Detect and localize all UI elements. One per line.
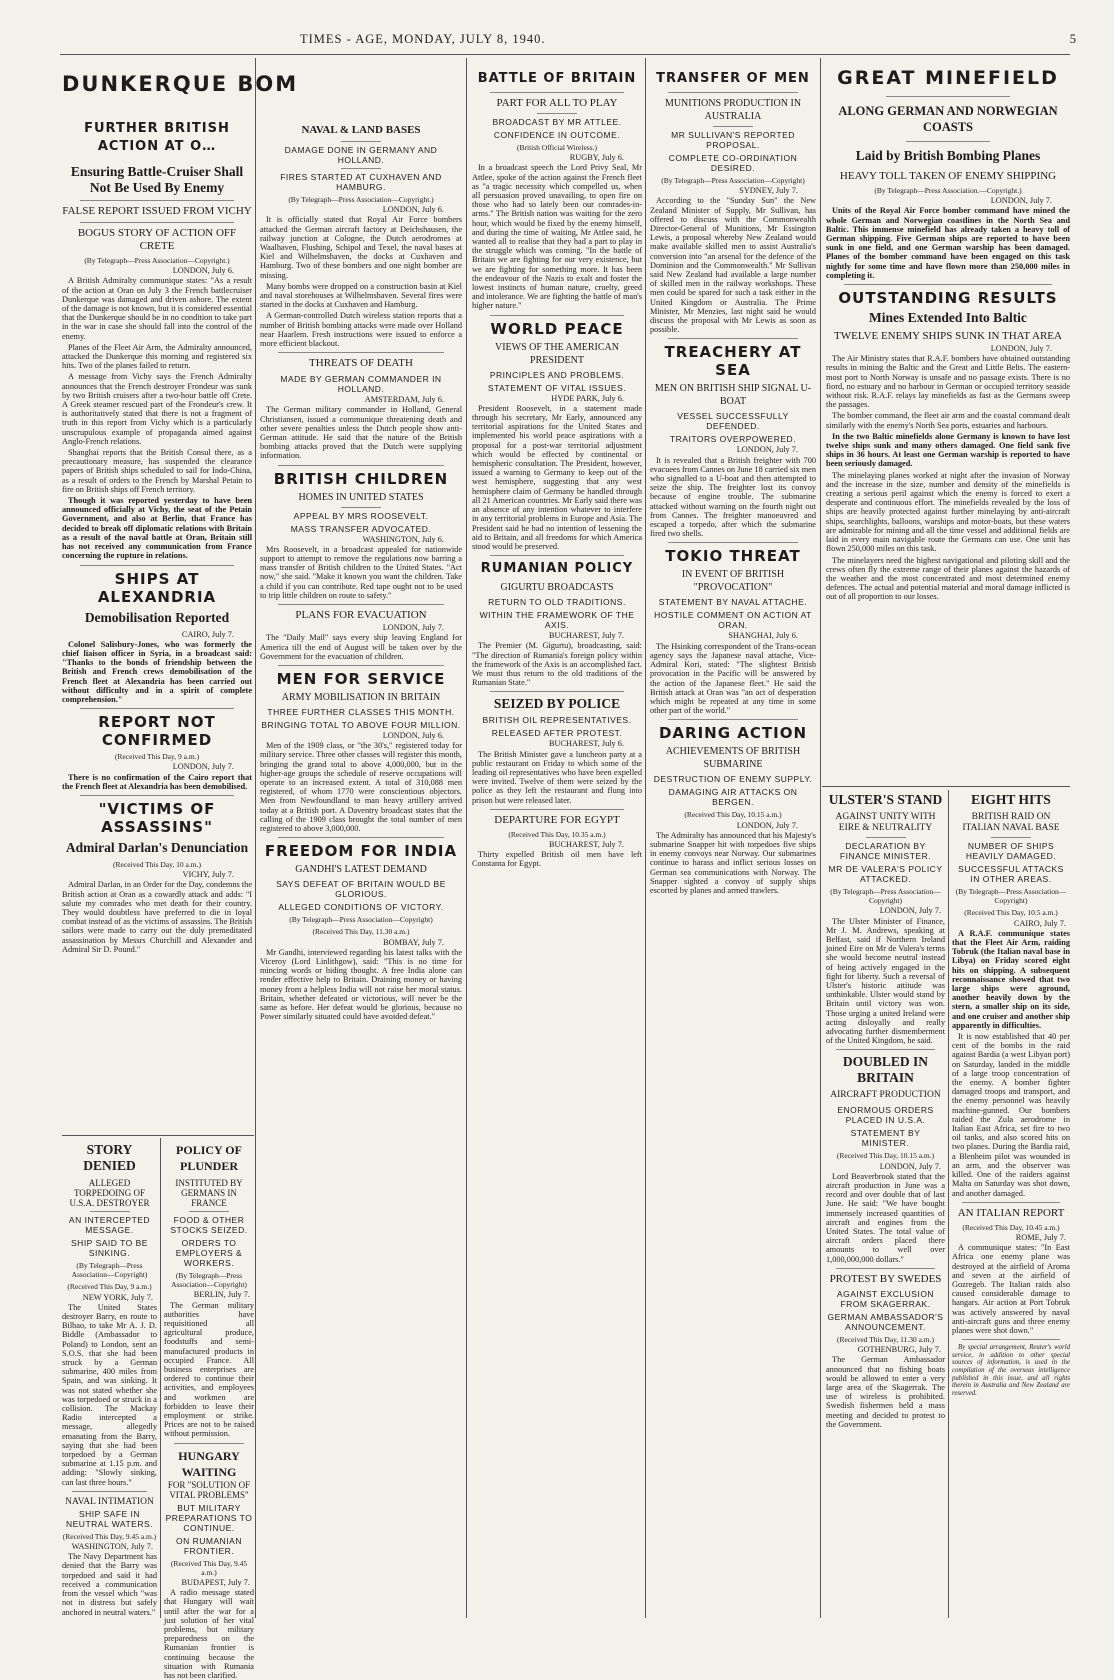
dateline-place: LONDON, July 7. (172, 762, 234, 772)
service-subhead: BRINGING TOTAL TO ABOVE FOUR MILLION. (261, 719, 461, 730)
received-line: (Received This Day, 10.5 a.m.) (964, 908, 1058, 918)
india-subhead: ALLEGED CONDITIONS OF VICTORY. (278, 902, 444, 913)
article-paragraph: The Ulster Minister of Finance, Mr J. M. Andrews, speaking at Belfast, said if Northern Ireland joined Eire on Mr de Valera's terms she would become neutral instead of being actively engaged in the fight for liberty. Such a reversal of Ulster's historic attitude was unthinkable. Ulster would stand by Britain until victory was won. Those urging a united Ireland were acting disloyally and really advocating further dismemberment of the United Kingdom, he said. (826, 916, 945, 1046)
article-paragraph: It is now established that 40 per cent of the bombs in the raid against Bardia (a west Libyan port) on Saturday, landed in the middle of a large troop concentration of the enemy. A bomber fighter damaged troops and transport, and the enemy personnel was heavily machine-gunned. Our bombers raided the Zula aerodrome in Italian East Africa, set fire to two oil tanks, and also scored hits on two planes. During the Bardia raid, a Blenheim pilot was wounded in an arm, and the observer was killed. One of the raiders against Malta on Saturday was shot down, and another damaged. (952, 1032, 1070, 1198)
divider (836, 1049, 935, 1050)
column-5 (826, 66, 1070, 784)
received-line: (Received This Day, 10 a.m.) (113, 859, 201, 869)
service-subhead: THREE FURTHER CLASSES THIS MONTH. (267, 706, 455, 717)
story-denied-subhead: ALLEGED TORPEDOING OF U.S.A. DESTROYER (69, 1178, 150, 1208)
article-paragraph: The "Daily Mail" says every ship leaving England for America till the end of August will be taken over by the Government for the evacuation of children. (260, 633, 462, 661)
dateline-place: LONDON, July 7. (990, 196, 1052, 206)
received-line: (Received This Day, 10.15 a.m.) (836, 1151, 935, 1161)
tokio-subhead: STATEMENT BY NAVAL ATTACHE. (658, 597, 808, 608)
dateline-place: HYDE PARK, July 6. (551, 393, 624, 403)
italian-report-headline: AN ITALIAN REPORT (957, 1206, 1065, 1219)
ulster-subhead: DECLARATION BY FINANCE MINISTER. (839, 841, 932, 861)
divider (278, 837, 444, 838)
victims-subhead: Admiral Darlan's Denunciation (65, 839, 249, 855)
column-rule (255, 58, 256, 1618)
dateline: TIMES - AGE, MONDAY, JULY 8, 1940. (300, 32, 546, 46)
dateline-place: BUCHAREST, July 7. (549, 839, 624, 849)
article-paragraph-bold: A R.A.F. communique states that the Fleet Air Arm, raiding Tobruk (the Italian naval base in Libya) on Friday scored eight hits on shipping. A subsequent reconnaissance showed that two large ships were aground, another heavily down by the stern, a smaller ship on its side, and one cruiser and another ship apparently in difficulties. (952, 928, 1070, 1030)
dateline-place: SYDNEY, July 7. (739, 186, 798, 196)
service-headline: MEN FOR SERVICE (276, 669, 446, 688)
dateline-place: BUCHAREST, July 7. (549, 631, 624, 641)
divider (278, 604, 444, 605)
divider (668, 92, 798, 93)
dunkerque-subhead-1: FURTHER BRITISH ACTION AT O… (84, 121, 230, 154)
india-headline: FREEDOM FOR INDIA (264, 842, 458, 861)
dateline-place: NEW YORK, July 7. (82, 1292, 153, 1302)
story-denied-subhead: SHIP SAID TO BE SINKING. (71, 1238, 148, 1258)
column-3 (472, 70, 642, 1617)
daring-headline: DARING ACTION (658, 724, 807, 743)
doubled-subhead: ENORMOUS ORDERS PLACED IN U.S.A. (837, 1105, 934, 1126)
seized-headline: SEIZED BY POLICE (493, 696, 621, 712)
divider (189, 1211, 229, 1212)
masthead (0, 30, 1114, 52)
daring-subhead: DESTRUCTION OF ENEMY SUPPLY. (653, 774, 813, 785)
divider (490, 315, 624, 316)
dateline-place: LONDON, July 6. (172, 266, 234, 276)
swedes-subhead: GERMAN AMBASSADOR'S ANNOUNCEMENT. (827, 1311, 944, 1332)
rumanian-subhead: GIGURTU BROADCASTS (500, 582, 614, 594)
divider (906, 141, 990, 142)
divider (80, 200, 234, 201)
dateline-place: LONDON, July 7. (879, 1161, 941, 1171)
rumanian-subhead: WITHIN THE FRAMEWORK OF THE AXIS. (479, 610, 635, 631)
dateline-place: AMSTERDAM, July 6. (364, 395, 444, 405)
article-paragraph: In a broadcast speech the Lord Privy Seal, Mr Attlee, spoke of the action against the French fleet as "a tragic necessity which compelled us, when all persuasion proved unavailing, to open fire on those who had so lately been our comrades-in-arms." The British nation was waiting for the zero hour, which would be fixed by the enemy himself, and during the time of waiting, Mr Attlee said, he wanted all to realise that they had a part to play in the struggle which was coming. "In the battle of Britain we are fighting for our very existence, but we are fighting for something more. It has been the endeavour of the Nazis to exalt and foster the lowest instincts of human nature, cruelty, greed and intolerance. We are fighting the battle of man's higher nature." (472, 163, 642, 311)
divider (490, 92, 624, 93)
rumanian-subhead: RETURN TO OLD TRADITIONS. (488, 597, 626, 608)
divider (90, 1211, 130, 1212)
article-paragraph: Colonel Salisbury-Jones, who was formerly the chief liaison officer in Syria, in a broadcast said: "Thanks to the bonds of friendship between the British and French crews demobilisation of the French fleet at Alexandria has been carried out without difficulty and in a spirit of complete comprehension." (62, 639, 252, 704)
article-paragraph-bold: In the two Baltic minefields alone Germany is known to have lost twelve ships sunk and many others damaged. One field sank five ships in 36 hours. At least one German warship is reported to have been seriously damaged. (826, 431, 1070, 469)
seized-subhead: BRITISH OIL REPRESENTATIVES. (482, 715, 632, 726)
doubled-headline: DOUBLED IN BRITAIN (842, 1054, 929, 1086)
received-line: (Received This Day, 10.35 a.m.) (508, 829, 606, 839)
column-rule (466, 58, 467, 1618)
divider (80, 565, 234, 566)
results-headline: OUTSTANDING RESULTS (838, 289, 1058, 308)
transfer-headline: TRANSFER OF MEN (656, 71, 810, 86)
alexandria-headline: SHIPS AT ALEXANDRIA (97, 569, 217, 606)
credit-line: (By Telegraph—Press Association—Copyright.) (84, 256, 230, 265)
received-line: (Received This Day, 10.15 a.m.) (684, 810, 782, 820)
dunkerque-headline: DUNKERQUE BOM (62, 72, 299, 96)
naval-intimation-headline: NAVAL INTIMATION (65, 1496, 154, 1507)
doubled-subhead: STATEMENT BY MINISTER. (850, 1128, 921, 1149)
dateline-place: WASHINGTON, July 6. (362, 534, 444, 544)
column-rule (948, 790, 949, 1618)
column-rule (160, 1138, 161, 1618)
plunder-headline: POLICY OF PLUNDER (176, 1143, 242, 1173)
article-paragraph: There is no confirmation of the Cairo report that the French fleet at Alexandria has been demobilised. (62, 772, 252, 791)
dateline-place: LONDON, July 6. (382, 730, 444, 740)
article-paragraph: Thirty expelled British oil men have left Constanta for Egypt. (472, 850, 642, 869)
hungary-subhead: ON RUMANIAN FRONTIER. (176, 1535, 242, 1556)
divider (886, 96, 1010, 97)
divider (991, 837, 1031, 838)
daring-subhead: ACHIEVEMENTS OF BRITISH SUBMARINE (665, 746, 801, 771)
children-headline: BRITISH CHILDREN (273, 469, 449, 488)
dateline-place: CAIRO, July 7. (181, 629, 234, 639)
dateline-place: GOTHENBURG, July 7. (857, 1345, 941, 1355)
dateline-place: LONDON, July 7. (382, 623, 444, 633)
divider (80, 795, 234, 796)
section-rule (62, 1135, 254, 1136)
divider (866, 837, 906, 838)
battle-headline: BATTLE OF BRITAIN (477, 71, 637, 86)
story-denied-headline: STORY DENIED (83, 1142, 136, 1173)
eight-hits-subhead: NUMBER OF SHIPS HEAVILY DAMAGED. (965, 841, 1057, 861)
eight-hits-headline: EIGHT HITS (971, 792, 1051, 807)
credit-line: (By Telegraph—Press Association—Copyright.) (288, 195, 434, 204)
received-line: (Received This Day, 9 a.m.) (114, 752, 200, 762)
article-paragraph: The United States destroyer Barry, en route to Bilbao, to take Mr A. J. D. Biddle (Ambassador to Poland) to London, sent an S.O.S. that she had been struck by a German submarine, 400 miles from Spain, and was sinking. It was not stated whether she was torpedoed or struck in a collision. The Mackay Radio intercepted a message, allegedly emanating from the Barry, saying that she had been torpedoed by a German submarine at 1.15 p.m. and adding: "Slowly sinking, can last three hours." (62, 1302, 157, 1487)
dateline-place: BERLIN, July 7. (193, 1290, 250, 1300)
ulster-subhead: MR DE VALERA'S POLICY ATTACKED. (828, 864, 943, 884)
article-paragraph: Many bombs were dropped on a construction basin at Kiel and naval storehouses at Wilhelmshaven. Several fires were started in the docks at Cuxhaven and Hamburg. (260, 281, 462, 310)
rumanian-headline: RUMANIAN POLICY (480, 561, 634, 577)
dateline-place: BUCHAREST, July 6. (549, 739, 624, 749)
divider (72, 1491, 147, 1492)
naval-intimation-subhead: SHIP SAFE IN NEUTRAL WATERS. (66, 1508, 153, 1529)
divider (174, 1443, 244, 1444)
credit-line: (By Telegraph—Press Association.—Copyright.) (874, 186, 1022, 195)
treachery-subhead: VESSEL SUCCESSFULLY DEFENDED. (677, 411, 789, 432)
divider (668, 542, 798, 543)
story-denied-article (62, 1142, 157, 1617)
article-paragraph: It is officially stated that Royal Air Force bombers attacked the German aircraft factory at Deichshausen, the railway junction at Cologne, the Dutch aerodromes at Waalhaven, Flushing, Schipol and Texel, the naval bases at Kiel and Wilhelmshaven, the docks at Cuxhaven and Hamburg. Two of these bombers and one night bomber are missing. (260, 215, 462, 280)
divider (962, 1339, 1060, 1340)
doubled-subhead: AIRCRAFT PRODUCTION (830, 1090, 941, 1101)
dunkerque-article (62, 120, 252, 1130)
ulster-headline: ULSTER'S STAND (828, 792, 943, 807)
dateline-place: RUGBY, July 6. (569, 153, 624, 163)
plunder-subhead: ORDERS TO EMPLOYERS & WORKERS. (175, 1238, 243, 1268)
divider (490, 809, 624, 810)
dateline-place: LONDON, July 7. (990, 344, 1052, 354)
tokio-subhead: IN EVENT OF BRITISH "PROVOCATION" (681, 569, 785, 594)
article-paragraph: The British Minister gave a luncheon party at a public restaurant on Friday to which some of the leading oil representatives who have been expelled were invited. Twelve of them were seized by the police as they left the restaurant and flung into prison but were released later. (472, 749, 642, 805)
eight-hits-subhead: BRITISH RAID ON ITALIAN NAVAL BASE (962, 812, 1060, 833)
divider (537, 113, 577, 114)
transfer-subhead: MUNITIONS PRODUCTION IN AUSTRALIA (664, 98, 802, 122)
eight-hits-column (952, 792, 1070, 1617)
article-paragraph: Planes of the Fleet Air Arm, the Admiralty announced, attacked the Dunkerque this morning and registered six hits. Two of the planes failed to return. (62, 342, 252, 371)
minefield-headline: GREAT MINEFIELD (837, 67, 1059, 89)
eight-hits-subhead: SUCCESSFUL ATTACKS IN OTHER AREAS. (958, 864, 1064, 884)
dateline-place: LONDON, July 7. (736, 445, 798, 455)
article-paragraph: Mr Gandhi, interviewed regarding his latest talks with the Viceroy (Lord Linlithgow), said: "This is no time for mincing words or hiding thought. A free India alone can render effective help to Britain. Draining money or having money from a helpless India will not raise her moral status. Britain, whether defeated or victorious, will never be the same as before. Her defeat would be glorious, because no Power similarly situated could have avoided defeat." (260, 947, 462, 1022)
children-subhead: MASS TRANSFER ADVOCATED. (290, 523, 432, 534)
received-line: (Received This Day, 9.45 a.m.) (62, 1531, 157, 1541)
article-paragraph: The Admiralty has announced that his Majesty's submarine Snapper hit with torpedoes five ships in enemy convoys near Norway. Our submarines continue to harass and inflict serious losses on German sea communications with Norway. The Snapper sighted a convoy of supply ships escorted by planes and armed trawlers. (650, 830, 816, 895)
results-subhead: TWELVE ENEMY SHIPS SUNK IN THAT AREA (834, 330, 1062, 343)
hungary-subhead: BUT MILITARY PREPARATIONS TO CONTINUE. (165, 1502, 253, 1533)
credit-line: (By Telegraph—Press Association—Copyright) (71, 1261, 148, 1280)
received-line: (Received This Day, 11.30 a.m.) (837, 1334, 934, 1344)
dateline-place: BOMBAY, July 7. (383, 937, 444, 947)
service-subhead: ARMY MOBILISATION IN BRITAIN (281, 691, 441, 703)
article-paragraph: President Roosevelt, in a statement made through his secretary, Mr Early, announced any territorial aspirations for the United States and implemented his world peace aspirations with a proposal for a post-war territorial adjustment which would be effected by continental or hemispheric consultation. The President, however, issued a warning to Germany to keep out of the west hemisphere, suggesting that any west hemisphere claim of Germany be handled through all 21 American countries. Mr Early said there was an absence of any intention whatever to interfere in any territorial problems in Europe and Asia. The President said he had no intention of lessening the aid to Britain, and all freedoms for which America stood would be preserved. (472, 403, 642, 551)
divider (962, 1202, 1060, 1203)
dateline-place: LONDON, July 6. (382, 205, 444, 215)
india-subhead: GANDHI'S LATEST DEMAND (295, 864, 427, 876)
divider (341, 168, 381, 169)
plunder-article (164, 1142, 254, 1680)
divider (80, 708, 234, 709)
article-paragraph: A communique states: "In East Africa one enemy plane was destroyed at the airfield of Aroma and seven at the airfield of Gozregeb. The Italian raids also caused considerable damage to hangars. Air action at Port Tobruk was actively answered by naval anti-aircraft guns and three enemy planes were shot down." (952, 1243, 1070, 1335)
column-rule (645, 58, 646, 1618)
divider (668, 338, 798, 339)
article-paragraph: A radio message stated that Hungary will wait until after the war for a just solution of her vital problems, but military preparedness on the Rumanian frontier is continuing because the situation with Rumania has not been clarified. (164, 1588, 254, 1680)
reuter-footnote: By special arrangement, Reuter's world service, in addition to other special sources of information, is used in the compilation of the overseas intelligence published in this issue, and all rights therein in Australia and New Zealand are reserved. (952, 1344, 1070, 1397)
dateline-place: LONDON, July 7. (879, 906, 941, 916)
article-paragraph: Men of the 1909 class, or "the 30's," registered today for military service. Three other classes will register this month, bringing the grand total to above 4,000,000, but in the higher-age groups the schedule of reserve occupations will operate to an increased extent. A total of 310,088 men registered, of whom 1770 were conscientious objectors. Men from Newfoundland to man heavy artillery arrived today at a British port. A Daventry broadcast states that the calling of the 1909 class brought the total number of men registered to above 3,000,000. (260, 741, 462, 833)
swedes-headline: PROTEST BY SWEDES (829, 1272, 942, 1285)
tokio-headline: TOKIO THREAT (665, 547, 801, 566)
credit-line: (By Telegraph—Press Association—Copyright) (661, 176, 805, 185)
dateline-place: VICHY, July 7. (182, 870, 234, 880)
article-paragraph-bold: Units of the Royal Air Force bomber command have mined the whole German and Norwegian coastlines in the North Sea and Baltic. This immense minefield has already taken a heavy toll of German shipping. Five German ships are reported to have been sunk in one field, and one German warship has been damaged. Planes of the bomber command have been engaged on this task nightly for some time and have flown more than 250,000 miles in completing it. (826, 206, 1070, 280)
minefield-subhead: HEAVY TOLL TAKEN OF ENEMY SHIPPING (839, 170, 1057, 182)
story-denied-subhead: AN INTERCEPTED MESSAGE. (68, 1215, 151, 1235)
dunkerque-subhead-4: BOGUS STORY OF ACTION OFF CRETE (77, 227, 237, 252)
dateline-place: CAIRO, July 7. (1013, 918, 1066, 928)
divider (80, 222, 234, 223)
article-paragraph: The Air Ministry states that R.A.F. bombers have obtained outstanding results in mining the Baltic and the Great and Little Belts. The eastern-most port to North Norway is unsafe and no passage exists. There is no fiord, no estuary and no harbour in German or occupied territory seaside without risk. R.A.F. relays lay minefields as fast as the Germans sweep the passages. (826, 354, 1070, 410)
hungary-headline: HUNGARY WAITING (178, 1448, 240, 1479)
minefield-subhead: ALONG GERMAN AND NORWEGIAN COASTS (838, 104, 1058, 134)
column-4 (650, 70, 816, 1617)
article-paragraph: Lord Beaverbrook stated that the aircraft production in June was a record and over double that of last June. He said: "We have bought immensely increased quantities of aircraft and engines from the United States. The total value of aircraft orders placed there amounts to well over 1,000,000,000 dollars." (826, 1171, 945, 1264)
children-subhead: APPEAL BY MRS ROOSEVELT. (293, 510, 429, 521)
dateline-place: ROME, July 7. (1015, 1232, 1066, 1242)
transfer-subhead: COMPLETE CO-ORDINATION DESIRED. (668, 153, 798, 173)
article-paragraph: The Premier (M. Gigurtu), broadcasting, said: "The direction of Rumania's foreign policy within the framework of the Axis is an accomplished fact. We must thus return to the old traditions of the Rumanian State." (472, 641, 642, 688)
ulster-column (826, 792, 945, 1617)
dunkerque-subhead-3: FALSE REPORT ISSUED FROM VICHY (62, 205, 252, 217)
world-peace-subhead: VIEWS OF THE AMERICAN PRESIDENT (495, 341, 619, 366)
world-peace-subhead: STATEMENT OF VITAL ISSUES. (487, 382, 627, 393)
article-paragraph: Shanghai reports that the British Consul there, as a precautionary measure, has suspended the clearance papers of British ships scheduled to sail for Indo-China, as a result of orders to the French by Marshal Petain to fire on British ships off French territory. (62, 448, 252, 494)
divider (341, 507, 381, 508)
plunder-subhead: FOOD & OTHER STOCKS SEIZED. (170, 1215, 248, 1235)
page-number: 5 (1069, 32, 1076, 46)
received-line: (Received This Day, 11.30 a.m.) (312, 927, 410, 937)
bases-headline: NAVAL & LAND BASES (301, 124, 421, 136)
dateline-place: SHANGHAI, July 6. (728, 631, 798, 641)
article-paragraph: The German military commander in Holland, General Christiansen, issued a communique threatening death and other severe penalties unless the Dutch people show anti-German attitude. He said that the nature of the British bombing attacks proved that the Dutch were supplying information. (260, 405, 462, 461)
article-paragraph: A British Admiralty communique states: "As a result of the action at Oran on July 3 the French battlecruiser Dunkerque was damaged and driven ashore. The extent of the damage is not known, but it is considered essential that the Dunkerque should be in no condition to take part in the war in case she should fall into the control of the enemy. (62, 276, 252, 341)
dateline-place: BUDAPEST, July 7. (181, 1578, 250, 1588)
dateline-place: LONDON, July 7. (736, 820, 798, 830)
credit-line: (By Telegraph—Press Association—Copyright) (955, 887, 1067, 906)
alexandria-subhead: Demobilisation Reported (84, 609, 230, 625)
received-line: (Received This Day, 9.45 a.m.) (170, 1558, 248, 1577)
divider (278, 465, 444, 466)
section-rule (822, 786, 1070, 787)
results-subhead: Mines Extended Into Baltic (869, 310, 1027, 326)
tokio-subhead: HOSTILE COMMENT ON ACTION AT ORAN. (654, 610, 812, 631)
victims-headline: "VICTIMS OF ASSASSINS" (98, 799, 216, 836)
credit-line: (By Telegraph—Press Association—Copyright) (830, 887, 941, 906)
transfer-subhead: MR SULLIVAN'S REPORTED PROPOSAL. (671, 130, 795, 150)
credit-line: (By Telegraph—Press Association—Copyright) (171, 1271, 247, 1290)
received-line: (Received This Day, 9 a.m.) (67, 1282, 152, 1292)
world-peace-headline: WORLD PEACE (490, 319, 624, 338)
children-subhead: HOMES IN UNITED STATES (298, 491, 424, 503)
minefield-subhead: Laid by British Bombing Planes (855, 148, 1041, 163)
bases-subhead: FIRES STARTED AT CUXHAVEN AND HAMBURG. (280, 172, 442, 192)
treachery-headline: TREACHERY AT SEA (664, 343, 802, 380)
article-paragraph: The Navy Department has denied that the Barry was torpedoed and said it had received a communication from the vessel which "was not in distress but safely anchored in neutral waters." (62, 1552, 157, 1617)
divider (278, 352, 444, 353)
received-line: (Received This Day, 10.45 a.m.) (962, 1222, 1060, 1232)
treachery-subhead: MEN ON BRITISH SHIP SIGNAL U-BOAT (654, 383, 812, 408)
column-2 (260, 122, 462, 1617)
report-headline: REPORT NOT CONFIRMED (98, 713, 216, 750)
divider (278, 665, 444, 666)
treachery-subhead: TRAITORS OVERPOWERED. (669, 434, 797, 445)
article-paragraph: According to the "Sunday Sun" the New Zealand Minister of Supply, Mr Sullivan, has offered to discuss with the Commonwealth Director-General of Munitions, Mr Essington Lewis, a proposal whereby New Zealand would make available skilled men to assist Australia's conversion into "an arsenal for the defence of the Dominion and the Commonwealth." Mr Sullivan said New Zealand had available a large number of skilled men in the railway workshops. These men could be spared for such a task either in the United Kingdom or Australia. The Prime Minister, Mr Menzies, last night said he would discuss the proposal with Mr Lewis as soon as possible. (650, 196, 816, 335)
column-rule (820, 58, 821, 1618)
article-paragraph: The German military authorities have requisitioned all agricultural produce, foodstuffs and semi-manufactured products in occupied France. All business enterprises are ordered to continue their activities, and employees and workmen are forbidden to leave their employment or strike. Prices are not to be raised without permission. (164, 1300, 254, 1439)
article-paragraph: A German-controlled Dutch wireless station reports that a number of British bombing attacks were made over Holland near Haarlem. Fresh instructions were issued to enforce a more efficient blackout. (260, 311, 462, 349)
article-paragraph: A message from Vichy says the French Admiralty announces that the French destroyer Frondeur was sunk by two British cruisers after a two-hour battle off Crete. A Greek steamer rescued part of the Frondeur's crew. It is authoritatively stated that there is not a fragment of truth in this report from Vichy which is a particularly unscrupulous example of propaganda aimed against Anglo-French relations. (62, 372, 252, 446)
article-paragraph: Admiral Darlan, in an Order for the Day, condemns the British action at Oran as a cowardly attack and adds: "I salute my comrades who met death for their country. They would doubtless have preferred to die in loyal combat instead of as the victims of assassins. The British sailors were made to carry out the duly premeditated assassination by Messrs Churchill and Alexander and Admiral Sir D. Pound." (62, 880, 252, 954)
evacuation-headline: PLANS FOR EVACUATION (295, 609, 427, 622)
divider (341, 141, 381, 142)
divider (844, 284, 1052, 285)
battle-subhead: CONFIDENCE IN OUTCOME. (493, 130, 621, 140)
plunder-subhead: INSTITUTED BY GERMANS IN FRANCE (175, 1178, 243, 1208)
divider (713, 126, 753, 127)
article-paragraph: The bomber command, the fleet air arm and the coastal command dealt similarly with the enemy's North Sea ports, estuaries and harbours. (826, 411, 1070, 430)
top-rule (60, 54, 1070, 55)
hungary-subhead: FOR "SOLUTION OF VITAL PROBLEMS" (167, 1479, 251, 1500)
divider (490, 691, 624, 692)
article-paragraph: The minelaying planes worked at night after the invasion of Norway and the increase in the size, number and density of the minefields is creating a serious peril against which the enemy is forced to exert a desperate and continuous effort. The minefields revealed by the loss of ships are heavily protected against further minelaying by anti-aircraft ships, searchlights, balloons, warships and motor-boats, but these waters are admirable for mining and all the time vessel and additional fields are laid in every main navigable route the Germans can use. One unit has flown 250,000 miles on this task. (826, 470, 1070, 554)
seized-subhead: RELEASED AFTER PROTEST. (491, 728, 623, 739)
article-paragraph: The German Ambassador announced that no fishing boats would be allowed to enter a very large area of the Skagerrak. The use of wireless is prohibited. Swedish fishermen held a mass meeting and decided to protest to the Government. (826, 1355, 945, 1429)
egypt-headline: DEPARTURE FOR EGYPT (494, 813, 620, 826)
article-paragraph: Mrs Roosevelt, in a broadcast appealed for nationwide support to attempt to remove the regulations now barring a mass transfer of British children to the United States. "Act now," she said. "Make it known you want the children. Take a child if you can contribute. Red tape ought not to be used to trip little children on route to safety." (260, 544, 462, 600)
world-peace-subhead: PRINCIPLES AND PROBLEMS. (489, 369, 625, 380)
article-paragraph: The minelayers need the highest navigational and piloting skill and the crews often fly the extreme range of their planes against the hazards of the weather and the most concentrated and most determined enemy defences. The actual and potential material and moral damage inflicted is out of all proportion to our losses. (826, 555, 1070, 602)
credit-line: (By Telegraph—Press Association—Copyright) (289, 915, 433, 925)
divider (836, 1268, 935, 1269)
threats-headline: THREATS OF DEATH (309, 357, 413, 370)
dunkerque-headline-block (62, 72, 462, 120)
battle-subhead: BROADCAST BY MR ATTLEE. (492, 117, 622, 127)
credit-line: (British Official Wireless.) (516, 143, 598, 152)
battle-subhead: PART FOR ALL TO PLAY (496, 97, 618, 109)
threats-subhead: MADE BY GERMAN COMMANDER IN HOLLAND. (280, 374, 442, 395)
daring-subhead: DAMAGING AIR ATTACKS ON BERGEN. (668, 787, 798, 808)
article-paragraph-bold: Though it was reported yesterday to have been announced officially at Vichy, the seat of the Petain Government, and also at Berlin, that France has decided to break off diplomatic relations with Britain as a result of the naval battle at Oran, Britain still has not received any communication from France concerning the rupture in relations. (62, 496, 252, 561)
bases-subhead: DAMAGE DONE IN GERMANY AND HOLLAND. (284, 145, 438, 165)
swedes-subhead: AGAINST EXCLUSION FROM SKAGERRAK. (836, 1288, 935, 1309)
divider (490, 555, 624, 556)
ulster-subhead: AGAINST UNITY WITH EIRE & NEUTRALITY (835, 812, 936, 833)
article-paragraph: The Hsinking correspondent of the Trans-ocean agency says the Japanese naval attache, Vice-Admiral Kori, stated: "The slightest British provocation in the Pacific will be answered by the action of the Japanese fleet." He said the British attack at Oran was "an act of desperation which might be repeated at any time in some other part of the world." (650, 641, 816, 716)
dunkerque-subhead-2: Ensuring Battle-Cruiser Shall Not Be Used By Enemy (70, 164, 244, 195)
divider (668, 719, 798, 720)
india-subhead: SAYS DEFEAT OF BRITAIN WOULD BE GLORIOUS. (276, 879, 446, 900)
article-paragraph: It is revealed that a British freighter with 700 evacuees from Cannes on June 18 carried six men who signalled to a U-boat and then attempted to seize the ship. The freighter lost its convoy because of engine trouble. The submarine attacked without warning on the fourth night out from Cannes. The freighter manoeuvred and escaped a torpedo, after which the submarine fired two shells. (650, 455, 816, 539)
dateline-place: WASHINGTON, July 7. (71, 1542, 153, 1552)
